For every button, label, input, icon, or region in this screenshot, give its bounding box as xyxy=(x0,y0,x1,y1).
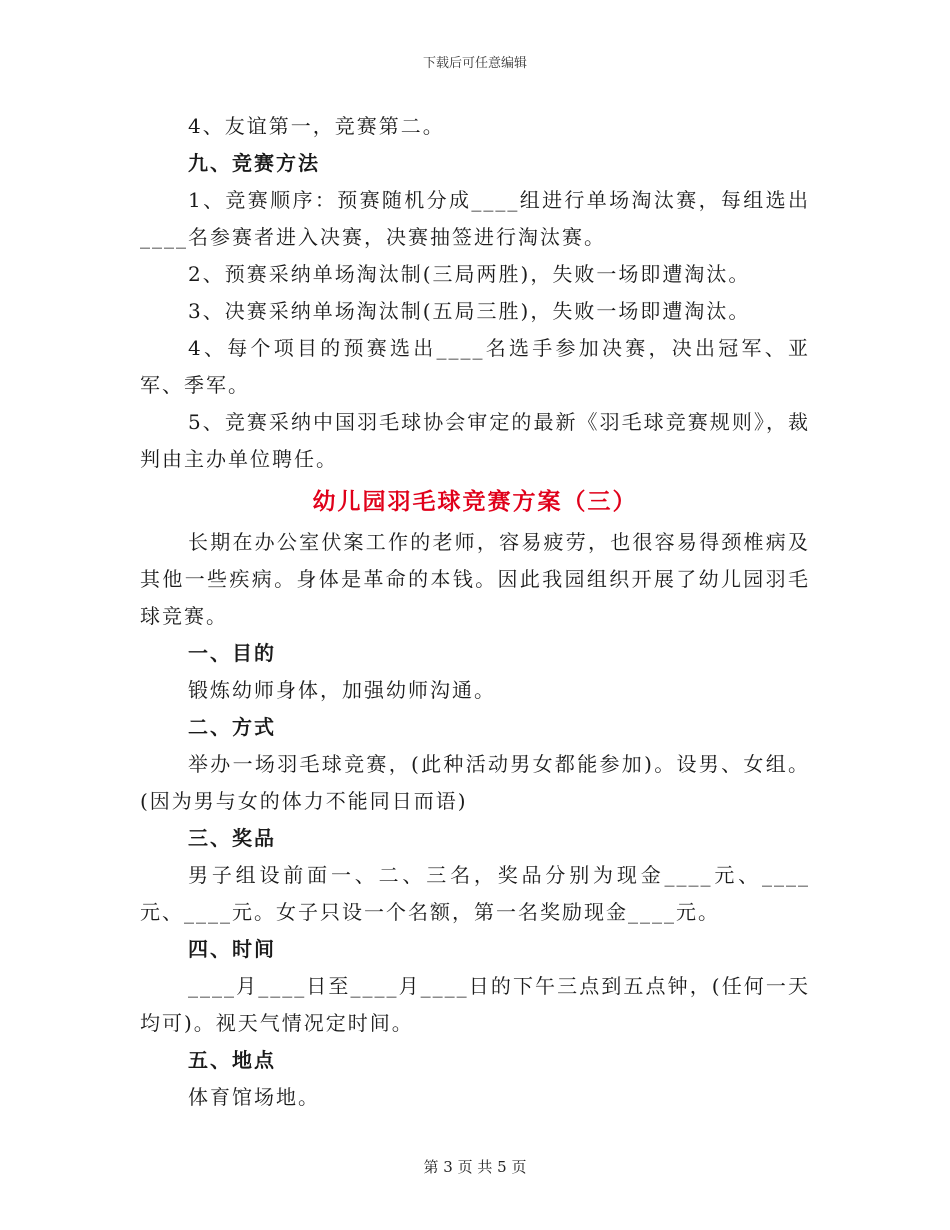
section-heading: 一、目的 xyxy=(188,641,276,665)
section-kindergarten-plan xyxy=(140,524,810,1116)
paragraph: 1、竞赛顺序：预赛随机分成____组进行单场淘汰赛，每组选出____名参赛者进入决赛，决赛抽签进行淘汰赛。 xyxy=(140,188,810,249)
section-heading: 二、方式 xyxy=(188,715,276,739)
paragraph: 3、决赛采纳单场淘汰制(五局三胜)，失败一场即遭淘汰。 xyxy=(188,299,751,323)
paragraph: 男子组设前面一、二、三名，奖品分别为现金____元、____元、____元。女子只设一个名额，第一名奖励现金____元。 xyxy=(140,863,810,924)
section-heading: 四、时间 xyxy=(188,937,276,961)
document-title: 幼儿园羽毛球竞赛方案（三） xyxy=(312,489,638,515)
paragraph: 2、预赛采纳单场淘汰制(三局两胜)，失败一场即遭淘汰。 xyxy=(188,262,751,286)
page-header: 下载后可任意编辑 xyxy=(422,56,527,71)
paragraph: 锻炼幼师身体，加强幼师沟通。 xyxy=(188,678,496,702)
paragraph: 4、每个项目的预赛选出____名选手参加决赛，决出冠军、亚军、季军。 xyxy=(140,336,810,397)
section-heading: 五、地点 xyxy=(188,1048,276,1072)
paragraph: ____月____日至____月____日的下午三点到五点钟，(任何一天均可)。视天气情况定时间。 xyxy=(140,974,810,1035)
paragraph: 5、竞赛采纳中国羽毛球协会审定的最新《羽毛球竞赛规则》，裁判由主办单位聘任。 xyxy=(140,410,810,471)
paragraph: 体育馆场地。 xyxy=(188,1085,320,1109)
section-competition-method xyxy=(140,108,810,478)
page-footer: 第 3 页 共 5 页 xyxy=(423,1158,527,1176)
paragraph: 长期在办公室伏案工作的老师，容易疲劳，也很容易得颈椎病及其他一些疾病。身体是革命的本钱。因此我园组织开展了幼儿园羽毛球竞赛。 xyxy=(140,530,810,628)
document-body xyxy=(140,108,810,1116)
section-heading: 九、竞赛方法 xyxy=(188,151,320,175)
section-heading: 三、奖品 xyxy=(188,826,276,850)
paragraph: 举办一场羽毛球竞赛，(此种活动男女都能参加)。设男、女组。(因为男与女的体力不能同日而语) xyxy=(140,752,810,813)
paragraph: 4、友谊第一，竞赛第二。 xyxy=(188,114,445,138)
